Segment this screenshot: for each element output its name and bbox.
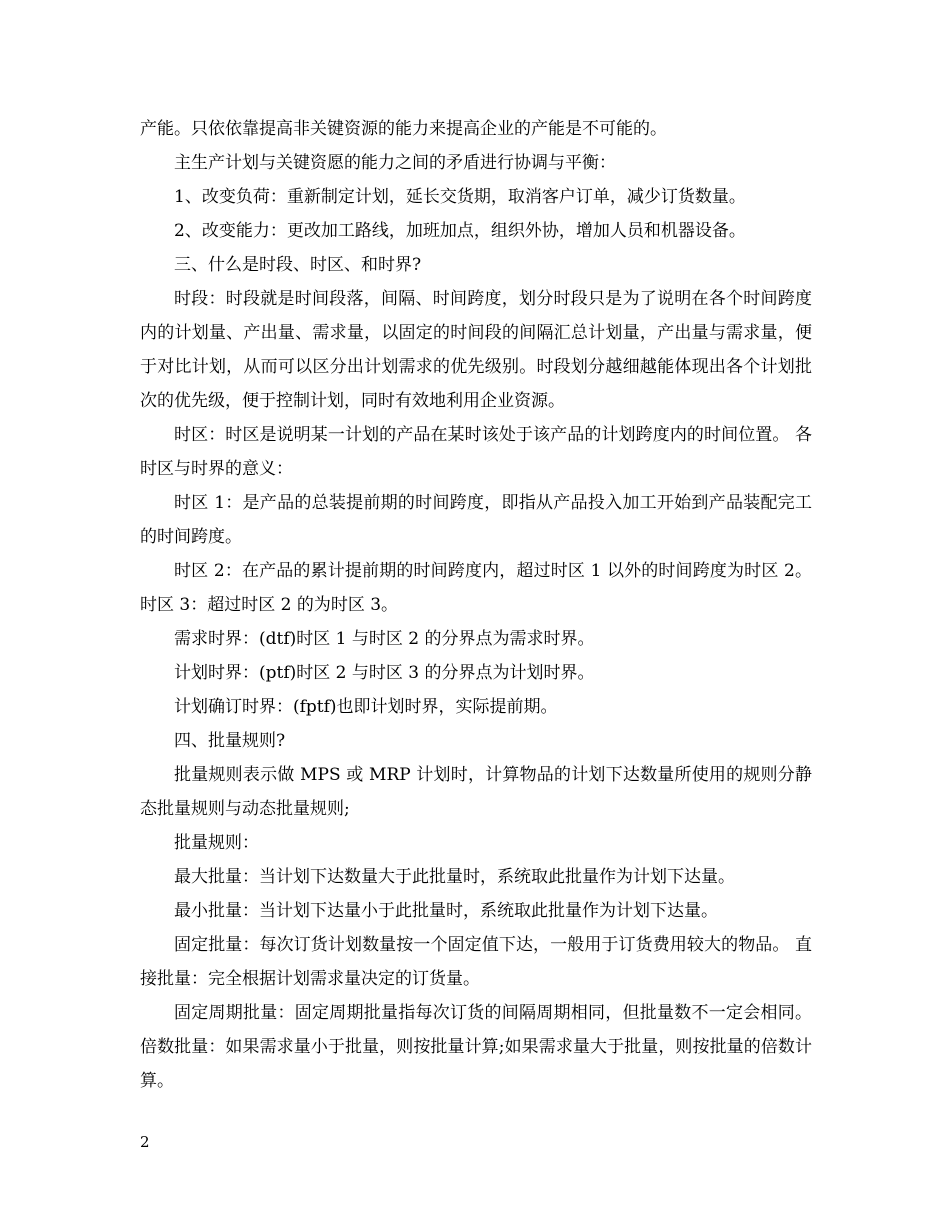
paragraph-maximum-lot: 最大批量：当计划下达数量大于此批量时，系统取此批量作为计划下达量。 <box>174 867 735 887</box>
paragraph-minimum-lot: 最小批量：当计划下达量小于此批量时，系统取此批量作为计划下达量。 <box>174 901 718 921</box>
page-number: 2 <box>140 1133 150 1151</box>
paragraph-lot-sizing-rules-label: 批量规则： <box>174 833 259 853</box>
paragraph-time-zone: 时区：时区是说明某一计划的产品在某时该处于该产品的计划跨度内的时间位置。 各时区与时界的意义： <box>140 425 812 479</box>
paragraph-time-zone-1: 时区 1：是产品的总装提前期的时间跨度，即指从产品投入加工开始到产品装配完工的时间跨度。 <box>140 493 812 547</box>
section-heading-lot-sizing: 四、批量规则? <box>174 731 286 751</box>
paragraph-time-bucket: 时段：时段就是时间段落，间隔、时间跨度，划分时段只是为了说明在各个时间跨度内的计划量、产出量、需求量，以固定的时间段的间隔汇总计划量，产出量与需求量，便于对比计划，从而可以区分出计划需求的优先级别。时段划分越细越能体现出各个计划批次的优先级，便于控制计划，同时有效地利用企业资源。 <box>140 289 812 411</box>
paragraph-change-load: 1、改变负荷：重新制定计划，延长交货期，取消客户订单，减少订货数量。 <box>174 187 746 207</box>
section-heading-time-periods: 三、什么是时段、时区、和时界? <box>174 255 422 275</box>
paragraph-fixed-lot: 固定批量：每次订货计划数量按一个固定值下达，一般用于订货费用较大的物品。 直接批量：完全根据计划需求量决定的订货量。 <box>140 935 812 989</box>
paragraph-firm-planning-time-fence: 计划确订时界：(fptf)也即计划时界，实际提前期。 <box>174 697 558 717</box>
page-body <box>140 112 812 1098</box>
paragraph-demand-time-fence: 需求时界：(dtf)时区 1 与时区 2 的分界点为需求时界。 <box>174 629 595 649</box>
paragraph-change-capacity: 2、改变能力：更改加工路线，加班加点，组织外协，增加人员和机器设备。 <box>174 221 746 241</box>
paragraph-balance-intro: 主生产计划与关键资愿的能力之间的矛盾进行协调与平衡： <box>174 153 616 173</box>
paragraph-planning-time-fence: 计划时界：(ptf)时区 2 与时区 3 的分界点为计划时界。 <box>174 663 595 683</box>
paragraph-lot-sizing-definition: 批量规则表示做 MPS 或 MRP 计划时，计算物品的计划下达数量所使用的规则分静态批量规则与动态批量规则; <box>140 765 812 819</box>
paragraph-fixed-period-lot: 固定周期批量：固定周期批量指每次订货的间隔周期相同，但批量数不一定会相同。 倍数批量：如果需求量小于批量，则按批量计算;如果需求量大于批量，则按批量的倍数计算。 <box>140 1003 812 1091</box>
paragraph-capacity-conclusion: 产能。只依依靠提高非关键资源的能力来提高企业的产能是不可能的。 <box>140 119 667 139</box>
paragraph-time-zone-2-3: 时区 2：在产品的累计提前期的时间跨度内，超过时区 1 以外的时间跨度为时区 2。 时区 3：超过时区 2 的为时区 3。 <box>140 561 812 615</box>
